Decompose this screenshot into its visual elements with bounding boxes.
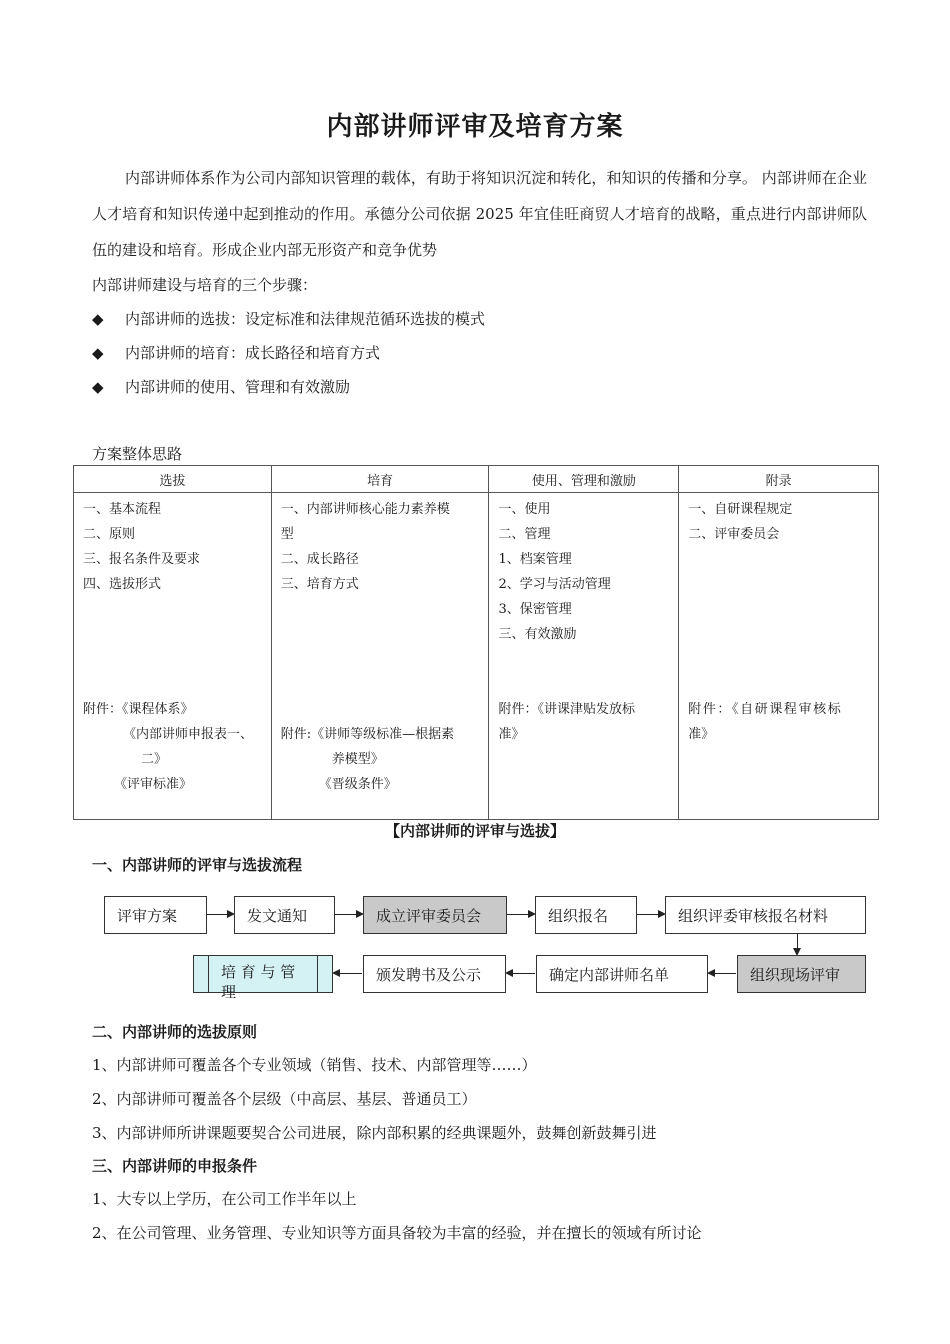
cell-line: 二、原则 (83, 527, 136, 542)
flow-step: 评审方案 (104, 896, 207, 934)
header-cell: 选拔 (74, 466, 272, 493)
bullet-text: 内部讲师的使用、管理和有效激励 (125, 378, 351, 396)
bullet-item (92, 376, 350, 397)
condition-item: 1、大专以上学历，在公司工作半年以上 (92, 1190, 357, 1208)
flow-step-highlight: 成立评审委员会 (363, 896, 507, 934)
principle-item: 3、内部讲师所讲课题要契合公司进展，除内部积累的经典课题外，鼓舞创新鼓舞引进 (92, 1124, 657, 1142)
attachment-line: 附件：《讲课津贴发放标 (498, 702, 635, 717)
header-cell: 培育 (271, 466, 489, 493)
arrow-right-icon (207, 914, 233, 915)
end-step-divider (317, 956, 318, 992)
attachment-line: 附件：《课程体系》 (83, 702, 194, 717)
cell-line: 一、内部讲师核心能力素养模 (280, 502, 450, 517)
bullet-text: 内部讲师的培育：成长路径和培育方式 (125, 344, 381, 362)
principle-item: 2、内部讲师可覆盖各个层级（中高层、基层、普通员工） (92, 1090, 477, 1108)
cell-line: 一、基本流程 (83, 502, 162, 517)
arrow-left-icon (334, 973, 362, 974)
cell-line: 二、管理 (498, 527, 551, 542)
attachment-line: 二》 (141, 752, 168, 767)
arrow-right-icon (637, 914, 664, 915)
cell-line: 二、成长路径 (280, 552, 359, 567)
flow-step: 颁发聘书及公示 (363, 955, 506, 993)
attachment-line: 《晋级条件》 (318, 777, 397, 792)
cell-line: 三、报名条件及要求 (83, 552, 201, 567)
bullet-item (92, 342, 380, 363)
plan-table (73, 465, 879, 820)
flow-step: 发文通知 (234, 896, 335, 934)
cell-line: 四、选拔形式 (83, 577, 162, 592)
arrow-down-icon (797, 934, 798, 954)
bullet-text: 内部讲师的选拔：设定标准和法律规范循环选拔的模式 (125, 310, 486, 328)
arrow-right-icon (335, 914, 362, 915)
intro-paragraph: 内部讲师体系作为公司内部知识管理的载体，有助于将知识沉淀和转化，和知识的传播和分享。 内部讲师在企业人才培育和知识传递中起到推动的作用。承德分公司依据 2025 年宜佳旺商贸人才培育的战略，重点进行内部讲师队伍的建设和培育。形成企业内部无形资产和竞争优势 (92, 169, 867, 259)
steps-intro: 内部讲师建设与培育的三个步骤： (92, 276, 318, 294)
flow-end-step (193, 955, 333, 1001)
selection-cell (74, 493, 272, 820)
header-cell: 使用、管理和激励 (489, 466, 679, 493)
cell-line: 3、保密管理 (498, 602, 572, 617)
cell-line: 型 (280, 527, 294, 542)
flow-step: 确定内部讲师名单 (536, 955, 708, 993)
end-step-divider (208, 956, 209, 992)
cell-line: 三、培育方式 (280, 577, 359, 592)
arrow-right-icon (507, 914, 534, 915)
attachment-line: 准》 (688, 727, 715, 742)
principle-item: 1、内部讲师可覆盖各个专业领域（销售、技术、内部管理等……） (92, 1056, 537, 1074)
header-cell: 附录 (679, 466, 879, 493)
diamond-bullet-icon: ◆ (92, 344, 104, 362)
plan-caption: 方案整体思路 (92, 445, 183, 463)
subsection-heading: 二、内部讲师的选拔原则 (92, 1023, 258, 1041)
appendix-cell (679, 493, 879, 820)
flow-step-highlight: 组织现场评审 (737, 955, 866, 993)
flow-step: 组织报名 (535, 896, 637, 934)
cell-line: 1、档案管理 (498, 552, 572, 567)
cell-line: 三、有效激励 (498, 627, 577, 642)
attachment-line: 附件：《自研课程审核标 (688, 702, 843, 717)
attachment-line: 《内部讲师申报表一、 (123, 727, 254, 742)
condition-item: 2、在公司管理、业务管理、专业知识等方面具备较为丰富的经验，并在擅长的领域有所讨论 (92, 1224, 702, 1242)
section-heading: 【内部讲师的评审与选拔】 (384, 822, 565, 840)
attachment-line: 附件:《讲师等级标准—根据素 (280, 727, 455, 742)
attachment-line: 《评审标准》 (114, 777, 193, 792)
cell-line: 一、使用 (498, 502, 551, 517)
subsection-heading: 一、内部讲师的评审与选拔流程 (92, 856, 303, 874)
attachment-line: 养模型》 (331, 752, 384, 767)
arrow-left-icon (709, 973, 736, 974)
cell-line: 二、评审委员会 (688, 527, 780, 542)
plan-table-row (74, 493, 879, 820)
diamond-bullet-icon: ◆ (92, 378, 104, 396)
document-title: 内部讲师评审及培育方案 (326, 112, 624, 142)
bullet-item (92, 308, 485, 329)
arrow-left-icon (507, 973, 535, 974)
flow-step: 组织评委审核报名材料 (665, 896, 866, 934)
cell-line: 一、自研课程规定 (688, 502, 793, 517)
diamond-bullet-icon: ◆ (92, 310, 104, 328)
management-cell (489, 493, 679, 820)
end-step-label: 培 育 与 管 理 (221, 963, 296, 1001)
attachment-line: 准》 (498, 727, 525, 742)
training-cell (271, 493, 489, 820)
plan-table-header (74, 466, 879, 493)
cell-line: 2、学习与活动管理 (498, 577, 611, 592)
subsection-heading: 三、内部讲师的申报条件 (92, 1157, 258, 1175)
